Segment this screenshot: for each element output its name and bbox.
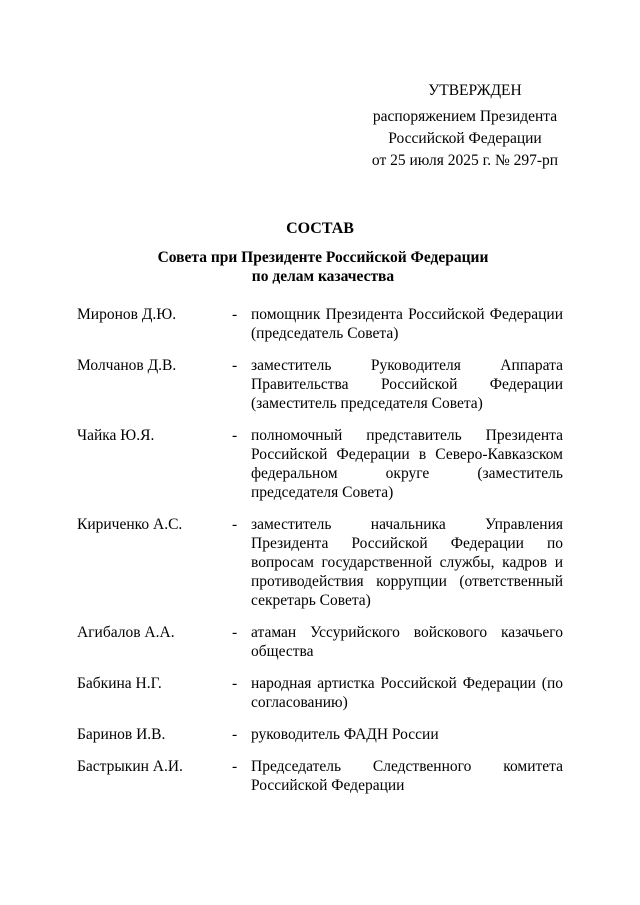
member-dash: - xyxy=(232,675,238,692)
member-name: Бабкина Н.Г. xyxy=(77,675,162,692)
member-dash: - xyxy=(232,357,238,374)
member-role: руководитель ФАДН России xyxy=(251,726,439,743)
member-name: Бастрыкин А.И. xyxy=(77,758,183,775)
member-row xyxy=(77,426,563,502)
member-role: атаман Уссурийского войскового казачьего общества xyxy=(251,624,563,660)
approval-heading: УТВЕРЖДЕН xyxy=(428,82,522,99)
member-dash: - xyxy=(232,427,238,444)
member-role: Председатель Следственного комитета Российской Федерации xyxy=(251,758,563,794)
approval-date-line: от 25 июля 2025 г. № 297-рп xyxy=(371,152,559,169)
member-role: полномочный представитель Президента Российской Федерации в Северо-Кавказском федеральном округе (заместитель председателя Совета) xyxy=(251,427,563,501)
document-title: СОСТАВ xyxy=(286,220,354,237)
member-name: Агибалов А.А. xyxy=(77,624,175,641)
member-dash: - xyxy=(232,726,238,743)
member-role: заместитель начальника Управления Президента Российской Федерации по вопросам государственной службы, кадров и противодействия коррупции (ответственный секретарь Совета) xyxy=(251,516,563,609)
approval-line-2: Российской Федерации xyxy=(388,130,542,147)
document-subtitle-line-1: Совета при Президенте Российской Федерации xyxy=(157,249,489,266)
document-subtitle-line-2: по делам казачества xyxy=(251,268,395,285)
member-role: заместитель Руководителя Аппарата Правительства Российской Федерации (заместитель председателя Совета) xyxy=(251,357,563,412)
member-dash: - xyxy=(232,758,238,775)
member-row xyxy=(77,305,563,343)
members-list xyxy=(77,305,563,808)
member-row xyxy=(77,674,563,712)
member-row xyxy=(77,757,563,795)
member-row xyxy=(77,623,563,661)
approval-block xyxy=(360,80,570,172)
member-row xyxy=(77,356,563,413)
member-name: Кириченко А.С. xyxy=(77,516,183,533)
member-name: Молчанов Д.В. xyxy=(77,357,177,374)
member-dash: - xyxy=(232,624,238,641)
member-name: Баринов И.В. xyxy=(77,726,166,743)
member-dash: - xyxy=(232,306,238,323)
member-row xyxy=(77,725,563,744)
document-title-block xyxy=(0,218,640,286)
approval-line-1: распоряжением Президента xyxy=(372,108,558,125)
member-dash: - xyxy=(232,516,238,533)
member-name: Чайка Ю.Я. xyxy=(77,427,155,444)
member-name: Миронов Д.Ю. xyxy=(77,306,177,323)
member-role: помощник Президента Российской Федерации (председатель Совета) xyxy=(251,306,563,342)
member-role: народная артистка Российской Федерации (по согласованию) xyxy=(251,675,563,711)
member-row xyxy=(77,515,563,610)
